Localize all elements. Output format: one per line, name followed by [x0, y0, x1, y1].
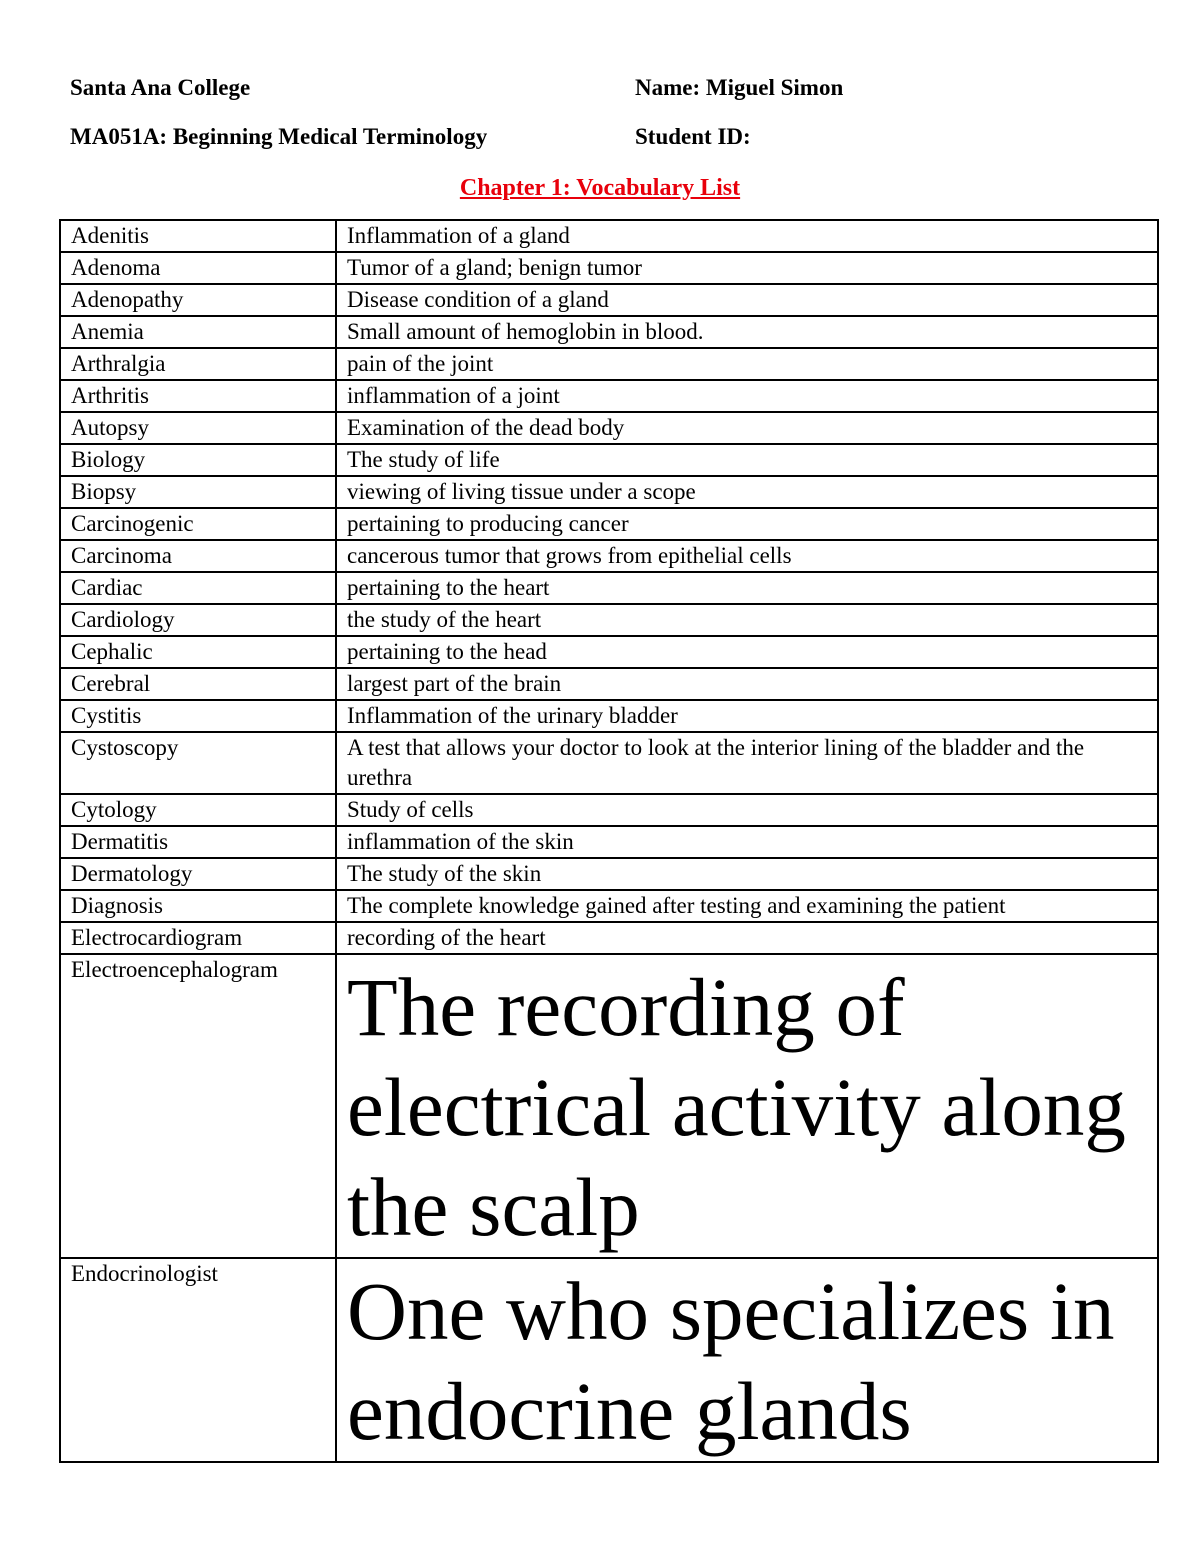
table-row [60, 316, 1158, 348]
definition-cell: Study of cells [336, 794, 1158, 826]
definition-cell: cancerous tumor that grows from epithelial cells [336, 540, 1158, 572]
term-cell: Cardiology [60, 604, 336, 636]
definition-cell: Inflammation of a gland [336, 220, 1158, 252]
vocabulary-table [59, 219, 1159, 1463]
term-cell: Cephalic [60, 636, 336, 668]
term-cell: Dermatitis [60, 826, 336, 858]
table-row [60, 922, 1158, 954]
table-row [60, 636, 1158, 668]
term-cell: Biopsy [60, 476, 336, 508]
table-row [60, 858, 1158, 890]
definition-cell: Small amount of hemoglobin in blood. [336, 316, 1158, 348]
table-row [60, 412, 1158, 444]
term-cell: Electroencephalogram [60, 954, 336, 1258]
definition-large-text: The recording of electrical activity along the scalp [347, 961, 1126, 1253]
student-name: Name: Miguel Simon [635, 75, 844, 100]
course-title: MA051A: Beginning Medical Terminology [70, 124, 488, 149]
definition-cell: viewing of living tissue under a scope [336, 476, 1158, 508]
table-row [60, 826, 1158, 858]
table-row [60, 476, 1158, 508]
table-row [60, 732, 1158, 794]
term-cell: Cytology [60, 794, 336, 826]
definition-cell: pertaining to producing cancer [336, 508, 1158, 540]
table-row [60, 794, 1158, 826]
student-id-label: Student ID: [635, 124, 751, 149]
definition-cell: Inflammation of the urinary bladder [336, 700, 1158, 732]
table-row [60, 380, 1158, 412]
definition-cell: Examination of the dead body [336, 412, 1158, 444]
definition-cell: The complete knowledge gained after testing and examining the patient [336, 890, 1158, 922]
term-cell: Autopsy [60, 412, 336, 444]
definition-cell [336, 954, 1158, 1258]
school-name: Santa Ana College [70, 75, 251, 100]
term-cell: Carcinogenic [60, 508, 336, 540]
definition-cell: Disease condition of a gland [336, 284, 1158, 316]
table-row [60, 348, 1158, 380]
table-row [60, 252, 1158, 284]
term-cell: Cerebral [60, 668, 336, 700]
term-cell: Cystitis [60, 700, 336, 732]
table-row [60, 508, 1158, 540]
definition-cell [336, 1258, 1158, 1462]
definition-cell: pain of the joint [336, 348, 1158, 380]
definition-cell: recording of the heart [336, 922, 1158, 954]
table-row [60, 1258, 1158, 1462]
term-cell: Electrocardiogram [60, 922, 336, 954]
term-cell: Arthritis [60, 380, 336, 412]
table-row [60, 604, 1158, 636]
definition-cell: The study of life [336, 444, 1158, 476]
table-row [60, 700, 1158, 732]
definition-cell: the study of the heart [336, 604, 1158, 636]
definition-cell: inflammation of a joint [336, 380, 1158, 412]
term-cell: Cardiac [60, 572, 336, 604]
definition-cell: inflammation of the skin [336, 826, 1158, 858]
table-row [60, 572, 1158, 604]
definition-cell: pertaining to the heart [336, 572, 1158, 604]
definition-cell: A test that allows your doctor to look at the interior lining of the bladder and the urethra [336, 732, 1158, 794]
definition-large-text: One who specializes in endocrine glands [347, 1265, 1115, 1457]
definition-cell: Tumor of a gland; benign tumor [336, 252, 1158, 284]
table-row [60, 444, 1158, 476]
term-cell: Diagnosis [60, 890, 336, 922]
definition-cell: The study of the skin [336, 858, 1158, 890]
term-cell: Arthralgia [60, 348, 336, 380]
table-row [60, 220, 1158, 252]
term-cell: Carcinoma [60, 540, 336, 572]
table-row [60, 540, 1158, 572]
definition-cell: largest part of the brain [336, 668, 1158, 700]
term-cell: Cystoscopy [60, 732, 336, 794]
definition-cell: pertaining to the head [336, 636, 1158, 668]
term-cell: Anemia [60, 316, 336, 348]
page-title: Chapter 1: Vocabulary List [459, 175, 741, 201]
term-cell: Dermatology [60, 858, 336, 890]
table-row [60, 954, 1158, 1258]
term-cell: Adenoma [60, 252, 336, 284]
term-cell: Adenopathy [60, 284, 336, 316]
term-cell: Biology [60, 444, 336, 476]
term-cell: Adenitis [60, 220, 336, 252]
term-cell: Endocrinologist [60, 1258, 336, 1462]
table-row [60, 668, 1158, 700]
table-row [60, 890, 1158, 922]
table-row [60, 284, 1158, 316]
